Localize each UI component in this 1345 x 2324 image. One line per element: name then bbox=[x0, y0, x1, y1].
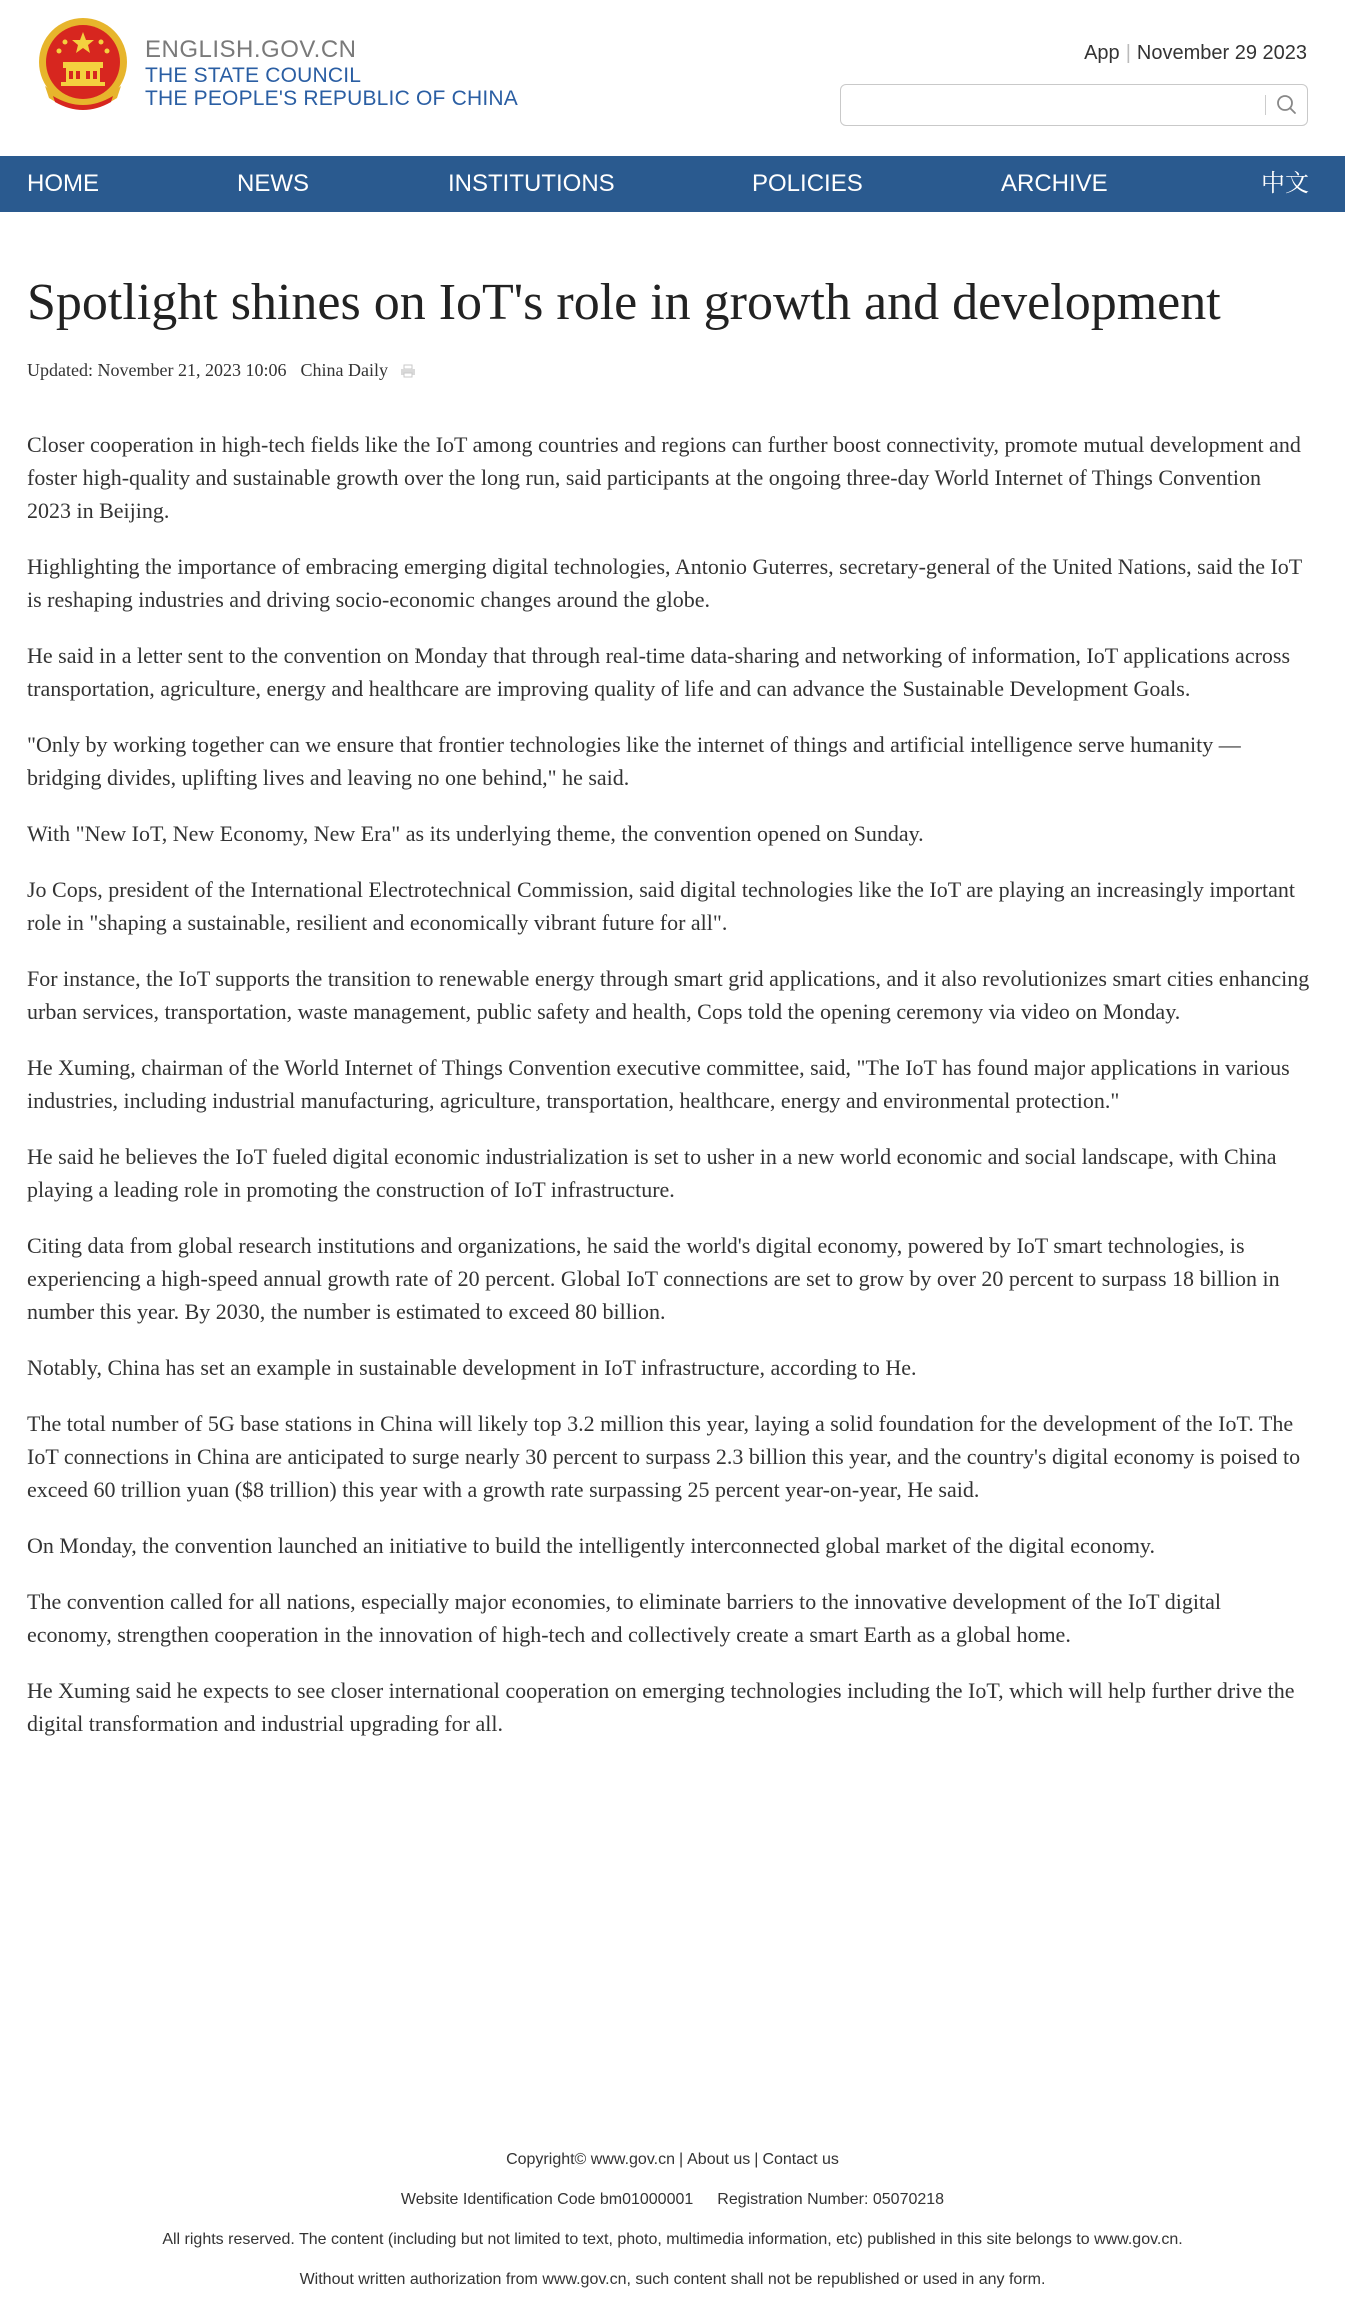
search-divider bbox=[1265, 95, 1266, 115]
utility-separator: | bbox=[1125, 42, 1131, 64]
national-emblem-icon[interactable] bbox=[33, 16, 133, 116]
main-nav bbox=[0, 156, 1345, 212]
footer-registration-number: Registration Number: 05070218 bbox=[717, 2191, 945, 2208]
footer-authorization: Without written authorization from www.gov.cn, such content shall not be republished or used in any form. bbox=[299, 2271, 1046, 2288]
footer-pipe: | bbox=[678, 2151, 684, 2168]
article-paragraph: He said he believes the IoT fueled digital economic industrialization is set to usher in a new world economic and social landscape, with China playing a leading role in promoting the construction of IoT infrastructure. bbox=[27, 1144, 1277, 1202]
article-paragraph: Notably, China has set an example in sustainable development in IoT infrastructure, according to He. bbox=[27, 1355, 917, 1380]
article-updated: Updated: November 21, 2023 10:06 bbox=[27, 360, 287, 380]
nav-chinese[interactable]: 中文 bbox=[1261, 170, 1309, 197]
article-paragraph: He Xuming said he expects to see closer international cooperation on emerging technologies including the IoT, which will help further drive the digital transformation and industrial upgrading for all. bbox=[27, 1678, 1295, 1736]
site-branding[interactable] bbox=[145, 36, 518, 110]
site-footer bbox=[0, 2140, 1345, 2300]
footer-rights: All rights reserved. The content (including but not limited to text, photo, multimedia information, etc) published in this site belongs to www.gov.cn. bbox=[162, 2231, 1183, 2248]
footer-identification: Website Identification Code bm01000001 bbox=[400, 2191, 694, 2208]
article-paragraph: On Monday, the convention launched an initiative to build the intelligently interconnected global market of the digital economy. bbox=[27, 1533, 1156, 1558]
footer-pipe: | bbox=[754, 2151, 759, 2168]
article-paragraph: For instance, the IoT supports the transition to renewable energy through smart grid applications, and it also revolutionizes smart cities enhancing urban services, transportation, waste management, public safety and health, Cops told the opening ceremony via video on Monday. bbox=[27, 966, 1310, 1024]
article-meta bbox=[27, 358, 1310, 382]
header-date: November 29 2023 bbox=[1136, 42, 1307, 64]
article-body bbox=[27, 428, 1310, 1740]
site-header bbox=[0, 0, 1345, 156]
app-link[interactable]: App bbox=[1084, 42, 1120, 64]
article-paragraph: The total number of 5G base stations in China will likely top 3.2 million this year, laying a solid foundation for the development of the IoT. The IoT connections in China are anticipated to surge nearly 30 percent to surpass 2.3 billion this year, and the country's digital economy is poised to exceed 60 trillion yuan ($8 trillion) this year with a growth rate surpassing 25 percent year-on-year, He said. bbox=[27, 1411, 1301, 1502]
site-line-prc: THE PEOPLE'S REPUBLIC OF CHINA bbox=[145, 87, 518, 110]
article-paragraph: He Xuming, chairman of the World Internet of Things Convention executive committee, said, "The IoT has found major applications in various industries, including industrial manufacturing, agriculture, transportation, healthcare, energy and environmental protection." bbox=[27, 1055, 1290, 1113]
footer-contact-link[interactable]: Contact us bbox=[762, 2151, 839, 2168]
article-paragraph: With "New IoT, New Economy, New Era" as its underlying theme, the convention opened on Sunday. bbox=[27, 821, 924, 846]
print-icon[interactable] bbox=[400, 360, 416, 384]
footer-about-link[interactable]: About us bbox=[687, 2151, 751, 2168]
footer-copyright[interactable]: Copyright© www.gov.cn bbox=[506, 2151, 675, 2168]
nav-institutions[interactable]: INSTITUTIONS bbox=[448, 170, 615, 197]
nav-home[interactable]: HOME bbox=[27, 170, 99, 197]
nav-archive[interactable]: ARCHIVE bbox=[1001, 170, 1108, 197]
article-paragraph: The convention called for all nations, especially major economies, to eliminate barriers to the innovative development of the IoT digital economy, strengthen cooperation in the innovation of high-tech and collectively create a smart Earth as a global home. bbox=[27, 1589, 1221, 1647]
footer-links bbox=[0, 2140, 1345, 2180]
article bbox=[27, 268, 1310, 1763]
article-paragraph: Closer cooperation in high-tech fields like the IoT among countries and regions can further boost connectivity, promote mutual development and foster high-quality and sustainable growth over the long run, said participants at the ongoing three-day World Internet of Things Convention 2023 in Beijing. bbox=[27, 432, 1301, 523]
article-paragraph: He said in a letter sent to the convention on Monday that through real-time data-sharing and networking of information, IoT applications across transportation, agriculture, energy and healthcare are improving quality of life and can advance the Sustainable Development Goals. bbox=[27, 643, 1291, 701]
article-paragraph: Highlighting the importance of embracing emerging digital technologies, Antonio Guterres, secretary-general of the United Nations, said the IoT is reshaping industries and driving socio-economic changes around the globe. bbox=[27, 554, 1302, 612]
article-source: China Daily bbox=[300, 360, 388, 380]
nav-news[interactable]: NEWS bbox=[237, 170, 309, 197]
search-box bbox=[840, 84, 1308, 126]
article-paragraph: "Only by working together can we ensure that frontier technologies like the internet of things and artificial intelligence serve humanity — bridging divides, uplifting lives and leaving no one behind," he said. bbox=[27, 732, 1241, 790]
article-title: Spotlight shines on IoT's role in growth and development bbox=[27, 274, 1221, 331]
site-domain: ENGLISH.GOV.CN bbox=[145, 36, 357, 63]
footer-registration bbox=[0, 2180, 1345, 2220]
search-icon[interactable] bbox=[1273, 91, 1301, 119]
article-paragraph: Jo Cops, president of the International Electrotechnical Commission, said digital technologies like the IoT are playing an increasingly important role in "shaping a sustainable, resilient and economically vibrant future for all". bbox=[27, 877, 1295, 935]
article-paragraph: Citing data from global research institutions and organizations, he said the world's digital economy, powered by IoT smart technologies, is experiencing a high-speed annual growth rate of 20 percent. Global IoT connections are set to grow by over 20 percent to surpass 18 billion in number this year. By 2030, the number is estimated to exceed 80 billion. bbox=[27, 1233, 1280, 1324]
nav-policies[interactable]: POLICIES bbox=[752, 170, 863, 197]
header-utility bbox=[1084, 40, 1307, 66]
search-input[interactable] bbox=[849, 89, 1253, 121]
site-line-state-council: THE STATE COUNCIL bbox=[145, 64, 362, 87]
